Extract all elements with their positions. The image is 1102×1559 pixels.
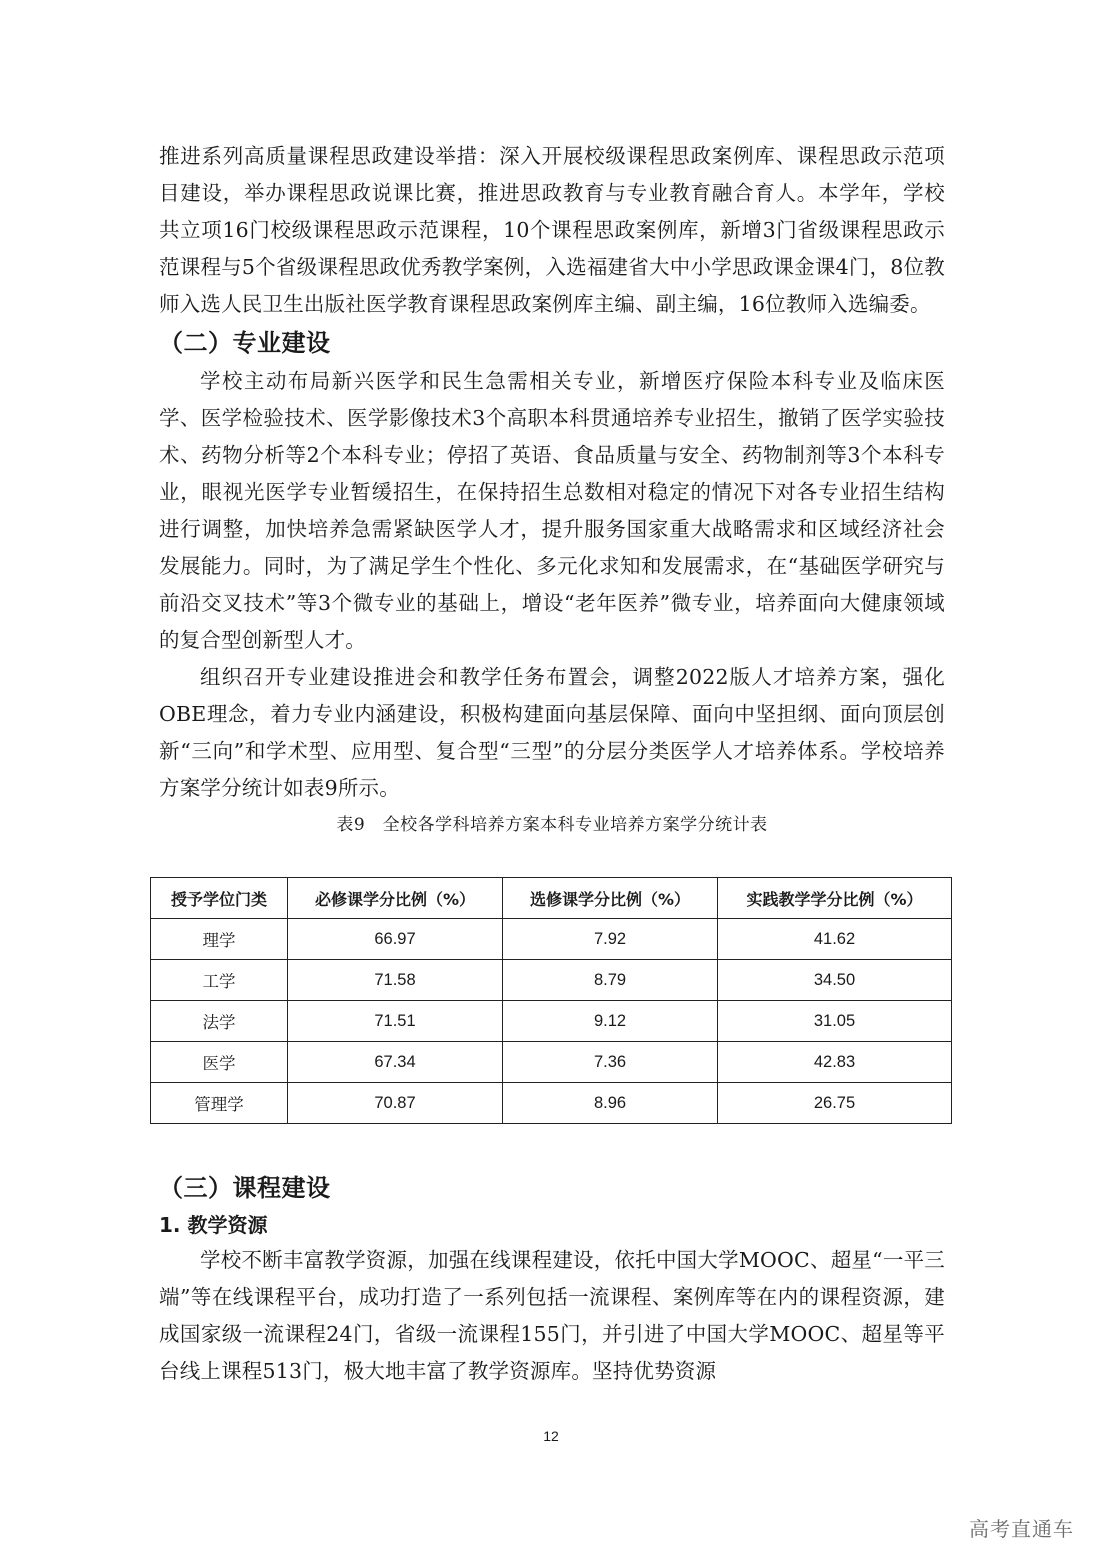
degree-category-cell: 工学 bbox=[151, 960, 288, 1001]
required-ratio-cell: 66.97 bbox=[288, 919, 503, 960]
practice-ratio-cell: 34.50 bbox=[718, 960, 952, 1001]
table-row bbox=[151, 1042, 952, 1083]
section-3-heading: （三）课程建设 bbox=[159, 1174, 331, 1202]
required-ratio-cell: 70.87 bbox=[288, 1083, 503, 1124]
credit-statistics-table bbox=[150, 877, 952, 1124]
table-header-cell: 授予学位门类 bbox=[151, 878, 288, 919]
required-ratio-cell: 67.34 bbox=[288, 1042, 503, 1083]
required-ratio-cell: 71.58 bbox=[288, 960, 503, 1001]
elective-ratio-cell: 8.79 bbox=[503, 960, 718, 1001]
practice-ratio-cell: 41.62 bbox=[718, 919, 952, 960]
table-header-cell: 选修课学分比例（%） bbox=[503, 878, 718, 919]
table-header-row bbox=[151, 878, 952, 919]
degree-category-cell: 医学 bbox=[151, 1042, 288, 1083]
practice-ratio-cell: 42.83 bbox=[718, 1042, 952, 1083]
required-ratio-cell: 71.51 bbox=[288, 1001, 503, 1042]
degree-category-cell: 管理学 bbox=[151, 1083, 288, 1124]
table-row bbox=[151, 960, 952, 1001]
elective-ratio-cell: 9.12 bbox=[503, 1001, 718, 1042]
practice-ratio-cell: 31.05 bbox=[718, 1001, 952, 1042]
degree-category-cell: 法学 bbox=[151, 1001, 288, 1042]
table-caption: 表9 全校各学科培养方案本科专业培养方案学分统计表 bbox=[336, 815, 768, 835]
teaching-resources-subheading: 1. 教学资源 bbox=[159, 1213, 268, 1237]
watermark: 高考直通车 bbox=[969, 1517, 1074, 1541]
elective-ratio-cell: 7.36 bbox=[503, 1042, 718, 1083]
practice-ratio-cell: 26.75 bbox=[718, 1083, 952, 1124]
table-row bbox=[151, 1001, 952, 1042]
degree-category-cell: 理学 bbox=[151, 919, 288, 960]
section-2-paragraph-1: 学校主动布局新兴医学和民生急需相关专业，新增医疗保险本科专业及临床医学、医学检验技术、医学影像技术3个高职本科贯通培养专业招生，撤销了医学实验技术、药物分析等2个本科专业；停招了英语、食品质量与安全、药物制剂等3个本科专业，眼视光医学专业暂缓招生，在保持招生总数相对稳定的情况下对各专业招生结构进行调整，加快培养急需紧缺医学人才，提升服务国家重大战略需求和区域经济社会发展能力。同时，为了满足学生个性化、多元化求知和发展需求，在“基础医学研究与前沿交叉技术”等3个微专业的基础上，增设“老年医养”微专业，培养面向大健康领域的复合型创新型人才。 bbox=[159, 369, 945, 652]
table-row bbox=[151, 919, 952, 960]
table-header-cell: 实践教学学分比例（%） bbox=[718, 878, 952, 919]
intro-paragraph: 推进系列高质量课程思政建设举措：深入开展校级课程思政案例库、课程思政示范项目建设，举办课程思政说课比赛，推进思政教育与专业教育融合育人。本学年，学校共立项16门校级课程思政示范课程，10个课程思政案例库，新增3门省级课程思政示范课程与5个省级课程思政优秀教学案例，入选福建省大中小学思政课金课4门，8位教师入选人民卫生出版社医学教育课程思政案例库主编、副主编，16位教师入选编委。 bbox=[159, 144, 945, 316]
section-3-paragraph: 学校不断丰富教学资源，加强在线课程建设，依托中国大学MOOC、超星“一平三端”等在线课程平台，成功打造了一系列包括一流课程、案例库等在内的课程资源，建成国家级一流课程24门，省级一流课程155门，并引进了中国大学MOOC、超星等平台线上课程513门，极大地丰富了教学资源库。坚持优势资源 bbox=[159, 1248, 945, 1383]
table-header-cell: 必修课学分比例（%） bbox=[288, 878, 503, 919]
document-page bbox=[159, 138, 945, 847]
table-row bbox=[151, 1083, 952, 1124]
elective-ratio-cell: 7.92 bbox=[503, 919, 718, 960]
elective-ratio-cell: 8.96 bbox=[503, 1083, 718, 1124]
page-number: 12 bbox=[543, 1428, 559, 1444]
section-2-paragraph-2: 组织召开专业建设推进会和教学任务布置会，调整2022版人才培养方案，强化OBE理念，着力专业内涵建设，积极构建面向基层保障、面向中坚担纲、面向顶层创新“三向”和学术型、应用型、复合型“三型”的分层分类医学人才培养体系。学校培养方案学分统计如表9所示。 bbox=[159, 665, 945, 800]
document-page-continued bbox=[159, 1168, 945, 1390]
section-2-heading: （二）专业建设 bbox=[159, 329, 331, 357]
